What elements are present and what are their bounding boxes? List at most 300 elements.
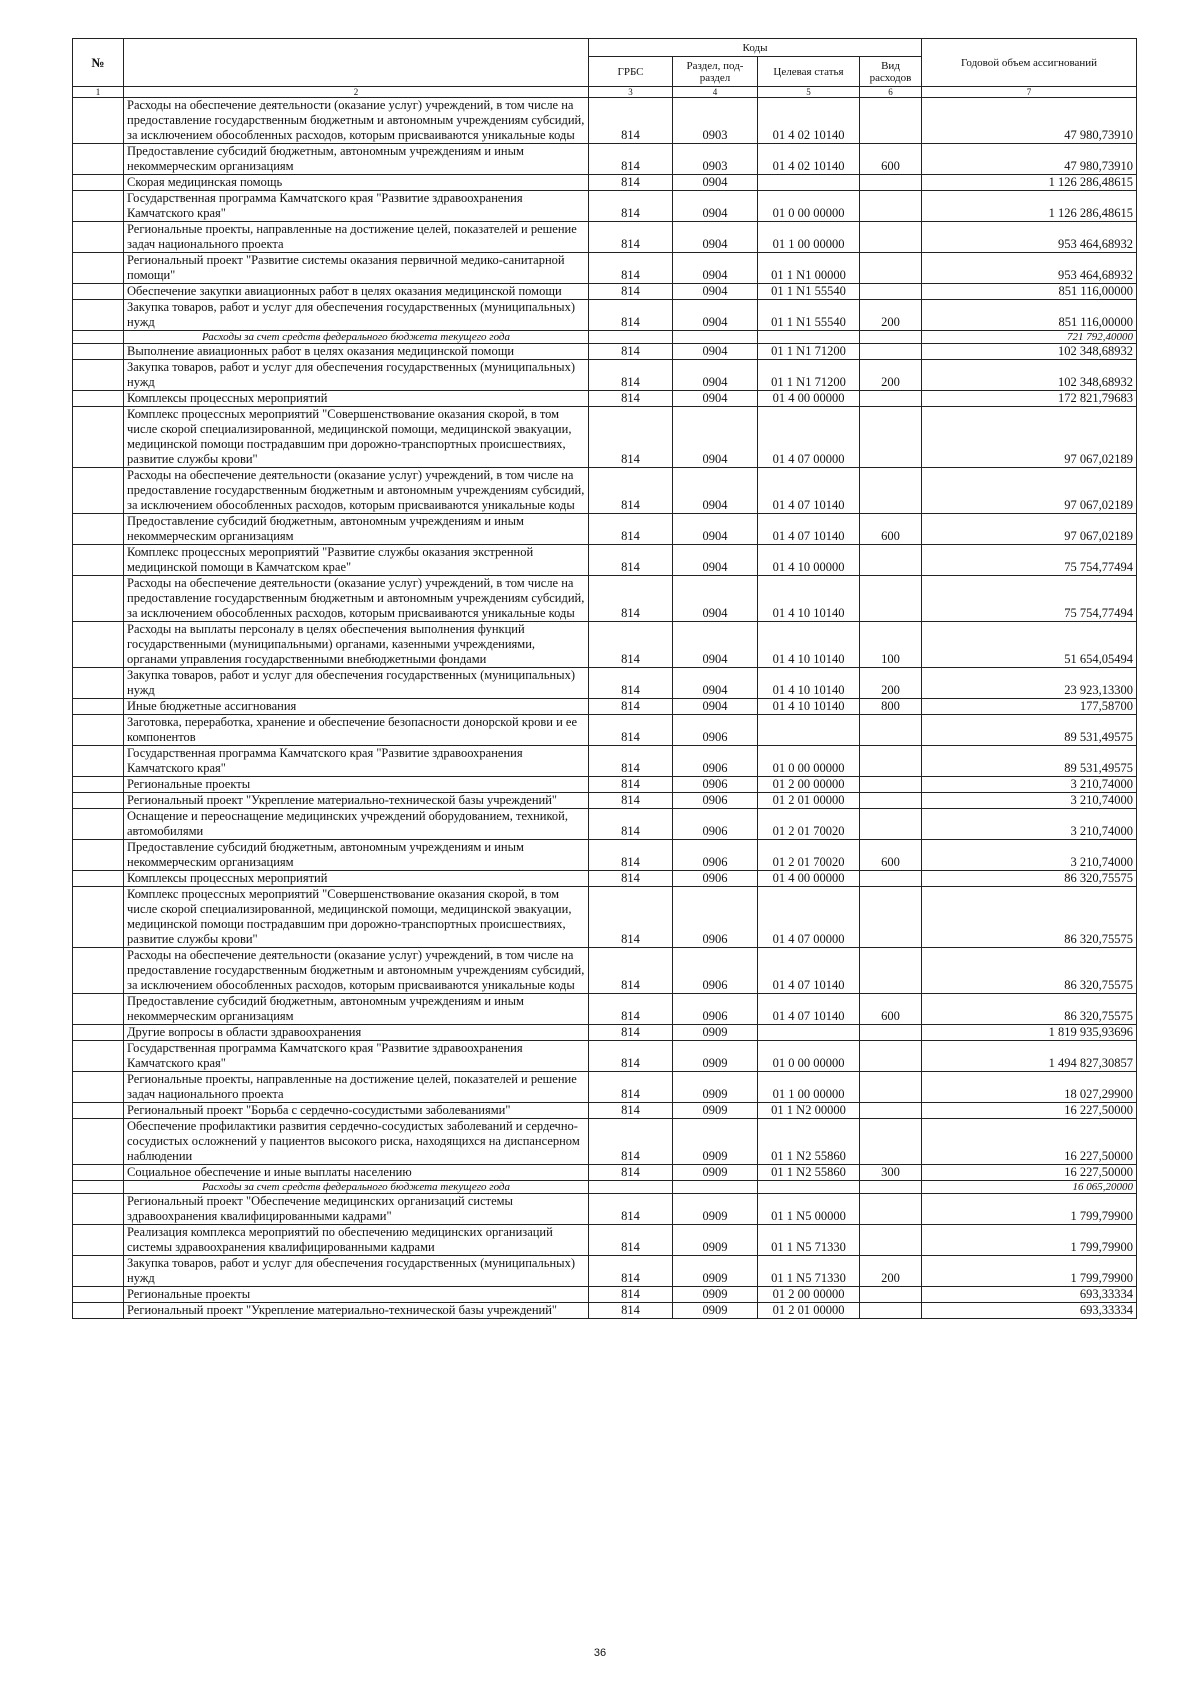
header-codes: Коды [589, 39, 922, 57]
cell-vid: 600 [860, 514, 922, 545]
cell-grbs: 814 [589, 1072, 673, 1103]
table-row [73, 407, 1137, 468]
cell-number [73, 1287, 124, 1303]
cell-number [73, 746, 124, 777]
cell-article: 01 4 07 10140 [758, 948, 860, 994]
cell-vid [860, 407, 922, 468]
cell-grbs: 814 [589, 391, 673, 407]
cell-article [758, 1181, 860, 1194]
cell-sum: 86 320,75575 [922, 994, 1137, 1025]
cell-article: 01 4 10 00000 [758, 545, 860, 576]
cell-sum: 86 320,75575 [922, 948, 1137, 994]
cell-number [73, 1225, 124, 1256]
cell-number [73, 191, 124, 222]
cell-vid [860, 391, 922, 407]
cell-vid [860, 545, 922, 576]
table-row [73, 840, 1137, 871]
table-row [73, 391, 1137, 407]
cell-section: 0903 [673, 144, 758, 175]
cell-section: 0909 [673, 1225, 758, 1256]
cell-sum: 16 227,50000 [922, 1119, 1137, 1165]
cell-number [73, 331, 124, 344]
table-row [73, 344, 1137, 360]
cell-grbs: 814 [589, 300, 673, 331]
table-row [73, 1194, 1137, 1225]
cell-sum: 97 067,02189 [922, 514, 1137, 545]
table-row [73, 1041, 1137, 1072]
cell-grbs: 814 [589, 668, 673, 699]
cell-sum: 16 065,20000 [922, 1181, 1137, 1194]
cell-name: Расходы на обеспечение деятельности (оказание услуг) учреждений, в том числе на предоставление государственным бюджетным и автономным учреждениям субсидий, за исключением обособленных расходов, которым присваиваются уникальные коды [124, 468, 589, 514]
cell-number [73, 1119, 124, 1165]
cell-sum: 18 027,29900 [922, 1072, 1137, 1103]
table-header [73, 39, 1137, 98]
cell-sum: 86 320,75575 [922, 887, 1137, 948]
cell-name: Закупка товаров, работ и услуг для обеспечения государственных (муниципальных) нужд [124, 360, 589, 391]
budget-document [72, 38, 1136, 1319]
cell-number [73, 871, 124, 887]
cell-name: Скорая медицинская помощь [124, 175, 589, 191]
cell-grbs: 814 [589, 809, 673, 840]
cell-name: Комплекс процессных мероприятий "Совершенствование оказания скорой, в том числе скорой специализированной, медицинской помощи, медицинской эвакуации, медицинской помощи пострадавшим при дорожно-транспортных происшествиях, развитие службы крови" [124, 407, 589, 468]
table-row [73, 746, 1137, 777]
cell-name: Региональный проект "Укрепление материально-технической базы учреждений" [124, 1303, 589, 1319]
cell-grbs [589, 331, 673, 344]
cell-article [758, 175, 860, 191]
cell-grbs: 814 [589, 1165, 673, 1181]
cell-sum: 1 126 286,48615 [922, 191, 1137, 222]
cell-article: 01 2 00 00000 [758, 777, 860, 793]
table-row [73, 777, 1137, 793]
cell-name: Комплексы процессных мероприятий [124, 391, 589, 407]
cell-name: Региональные проекты, направленные на достижение целей, показателей и решение задач национального проекта [124, 222, 589, 253]
cell-name: Региональные проекты, направленные на достижение целей, показателей и решение задач национального проекта [124, 1072, 589, 1103]
cell-grbs: 814 [589, 622, 673, 668]
federal-budget-row [73, 1181, 1137, 1194]
cell-article: 01 1 N5 71330 [758, 1256, 860, 1287]
cell-grbs: 814 [589, 715, 673, 746]
cell-grbs: 814 [589, 344, 673, 360]
cell-section: 0906 [673, 994, 758, 1025]
cell-number [73, 222, 124, 253]
cell-name: Расходы на обеспечение деятельности (оказание услуг) учреждений, в том числе на предоставление государственным бюджетным и автономным учреждениям субсидий, за исключением обособленных расходов, которым присваиваются уникальные коды [124, 948, 589, 994]
cell-section: 0904 [673, 468, 758, 514]
cell-grbs [589, 1181, 673, 1194]
cell-name: Региональные проекты [124, 777, 589, 793]
cell-vid [860, 1181, 922, 1194]
cell-number [73, 514, 124, 545]
header-index: 1 [73, 87, 124, 98]
cell-vid [860, 1303, 922, 1319]
cell-name: Региональный проект "Укрепление материально-технической базы учреждений" [124, 793, 589, 809]
cell-article: 01 1 N2 55860 [758, 1119, 860, 1165]
cell-vid [860, 222, 922, 253]
cell-grbs: 814 [589, 545, 673, 576]
cell-section: 0906 [673, 715, 758, 746]
table-row [73, 809, 1137, 840]
cell-section: 0904 [673, 545, 758, 576]
cell-vid [860, 948, 922, 994]
table-row [73, 1256, 1137, 1287]
cell-sum: 851 116,00000 [922, 300, 1137, 331]
header-index: 7 [922, 87, 1137, 98]
cell-number [73, 1303, 124, 1319]
cell-name: Расходы за счет средств федерального бюджета текущего года [124, 1181, 589, 1194]
table-row [73, 98, 1137, 144]
cell-article: 01 1 N1 55540 [758, 284, 860, 300]
cell-vid [860, 793, 922, 809]
cell-section: 0904 [673, 284, 758, 300]
cell-grbs: 814 [589, 468, 673, 514]
cell-number [73, 545, 124, 576]
cell-grbs: 814 [589, 994, 673, 1025]
cell-grbs: 814 [589, 777, 673, 793]
cell-sum: 1 799,79900 [922, 1256, 1137, 1287]
table-row [73, 284, 1137, 300]
cell-name: Расходы на выплаты персоналу в целях обеспечения выполнения функций государственными (муниципальными) органами, казенными учреждениями, органами управления государственными внебюджетными фондами [124, 622, 589, 668]
cell-article: 01 1 N1 00000 [758, 253, 860, 284]
table-row [73, 715, 1137, 746]
cell-section: 0906 [673, 777, 758, 793]
cell-sum: 1 494 827,30857 [922, 1041, 1137, 1072]
cell-sum: 693,33334 [922, 1303, 1137, 1319]
cell-sum: 1 799,79900 [922, 1225, 1137, 1256]
header-index-row [73, 87, 1137, 98]
cell-sum: 97 067,02189 [922, 407, 1137, 468]
cell-name: Закупка товаров, работ и услуг для обеспечения государственных (муниципальных) нужд [124, 300, 589, 331]
cell-vid: 600 [860, 144, 922, 175]
table-row [73, 793, 1137, 809]
cell-vid: 200 [860, 360, 922, 391]
cell-article: 01 1 N5 71330 [758, 1225, 860, 1256]
cell-number [73, 1025, 124, 1041]
cell-section: 0909 [673, 1194, 758, 1225]
header-index: 5 [758, 87, 860, 98]
cell-grbs: 814 [589, 191, 673, 222]
cell-sum: 16 227,50000 [922, 1165, 1137, 1181]
cell-section: 0909 [673, 1072, 758, 1103]
cell-sum: 177,58700 [922, 699, 1137, 715]
table-row [73, 1287, 1137, 1303]
cell-name: Предоставление субсидий бюджетным, автономным учреждениям и иным некоммерческим организациям [124, 514, 589, 545]
cell-article: 01 2 01 70020 [758, 809, 860, 840]
cell-vid: 200 [860, 668, 922, 699]
cell-grbs: 814 [589, 144, 673, 175]
header-index: 4 [673, 87, 758, 98]
cell-name: Предоставление субсидий бюджетным, автономным учреждениям и иным некоммерческим организациям [124, 840, 589, 871]
cell-section: 0906 [673, 871, 758, 887]
cell-section [673, 331, 758, 344]
cell-article: 01 4 00 00000 [758, 391, 860, 407]
cell-sum: 1 819 935,93696 [922, 1025, 1137, 1041]
cell-article: 01 1 00 00000 [758, 222, 860, 253]
cell-grbs: 814 [589, 175, 673, 191]
cell-article: 01 2 01 00000 [758, 1303, 860, 1319]
table-row [73, 222, 1137, 253]
cell-vid [860, 1103, 922, 1119]
table-row [73, 1103, 1137, 1119]
cell-section: 0904 [673, 407, 758, 468]
cell-article: 01 4 02 10140 [758, 144, 860, 175]
cell-number [73, 360, 124, 391]
cell-sum: 953 464,68932 [922, 253, 1137, 284]
header-vid: Вид расходов [860, 57, 922, 87]
cell-section: 0909 [673, 1025, 758, 1041]
cell-name: Другие вопросы в области здравоохранения [124, 1025, 589, 1041]
cell-sum: 721 792,40000 [922, 331, 1137, 344]
cell-grbs: 814 [589, 98, 673, 144]
table-row [73, 144, 1137, 175]
cell-vid [860, 1025, 922, 1041]
cell-number [73, 344, 124, 360]
cell-number [73, 622, 124, 668]
cell-grbs: 814 [589, 1025, 673, 1041]
table-row [73, 191, 1137, 222]
cell-number [73, 300, 124, 331]
cell-vid: 200 [860, 300, 922, 331]
table-row [73, 545, 1137, 576]
cell-article: 01 4 10 10140 [758, 668, 860, 699]
cell-article: 01 1 N5 00000 [758, 1194, 860, 1225]
cell-vid [860, 871, 922, 887]
cell-sum: 89 531,49575 [922, 715, 1137, 746]
table-row [73, 468, 1137, 514]
cell-name: Оснащение и переоснащение медицинских учреждений оборудованием, техникой, автомобилями [124, 809, 589, 840]
cell-sum: 75 754,77494 [922, 545, 1137, 576]
cell-section: 0904 [673, 699, 758, 715]
cell-article [758, 1025, 860, 1041]
cell-vid [860, 746, 922, 777]
cell-name: Выполнение авиационных работ в целях оказания медицинской помощи [124, 344, 589, 360]
cell-name: Государственная программа Камчатского края "Развитие здравоохранения Камчатского края" [124, 191, 589, 222]
table-row [73, 668, 1137, 699]
cell-sum: 3 210,74000 [922, 809, 1137, 840]
cell-name: Комплексы процессных мероприятий [124, 871, 589, 887]
cell-name: Обеспечение профилактики развития сердечно-сосудистых заболеваний и сердечно-сосудистых осложнений у пациентов высокого риска, находящихся на диспансерном наблюдении [124, 1119, 589, 1165]
cell-vid [860, 331, 922, 344]
cell-vid [860, 1194, 922, 1225]
cell-name: Предоставление субсидий бюджетным, автономным учреждениям и иным некоммерческим организациям [124, 144, 589, 175]
cell-name: Расходы на обеспечение деятельности (оказание услуг) учреждений, в том числе на предоставление государственным бюджетным и автономным учреждениям субсидий, за исключением обособленных расходов, которым присваиваются уникальные коды [124, 98, 589, 144]
cell-grbs: 814 [589, 1256, 673, 1287]
cell-number [73, 994, 124, 1025]
cell-number [73, 576, 124, 622]
cell-number [73, 948, 124, 994]
table-row [73, 948, 1137, 994]
cell-sum: 1 799,79900 [922, 1194, 1137, 1225]
cell-vid [860, 1287, 922, 1303]
cell-section: 0904 [673, 514, 758, 545]
cell-name: Предоставление субсидий бюджетным, автономным учреждениям и иным некоммерческим организациям [124, 994, 589, 1025]
cell-number [73, 407, 124, 468]
cell-number [73, 391, 124, 407]
cell-grbs: 814 [589, 360, 673, 391]
cell-grbs: 814 [589, 284, 673, 300]
cell-number [73, 699, 124, 715]
cell-section: 0904 [673, 391, 758, 407]
cell-sum: 51 654,05494 [922, 622, 1137, 668]
cell-vid [860, 809, 922, 840]
cell-sum: 172 821,79683 [922, 391, 1137, 407]
cell-vid: 300 [860, 1165, 922, 1181]
cell-sum: 47 980,73910 [922, 98, 1137, 144]
table-row [73, 175, 1137, 191]
cell-number [73, 809, 124, 840]
cell-section: 0906 [673, 948, 758, 994]
cell-number [73, 144, 124, 175]
header-article: Целевая статья [758, 57, 860, 87]
header-volume: Годовой объем ассигнований [922, 39, 1137, 87]
table-body [73, 98, 1137, 1319]
cell-sum: 86 320,75575 [922, 871, 1137, 887]
cell-section: 0904 [673, 175, 758, 191]
cell-name: Закупка товаров, работ и услуг для обеспечения государственных (муниципальных) нужд [124, 668, 589, 699]
cell-grbs: 814 [589, 871, 673, 887]
table-row [73, 1119, 1137, 1165]
cell-number [73, 468, 124, 514]
cell-grbs: 814 [589, 793, 673, 809]
cell-number [73, 175, 124, 191]
cell-section: 0903 [673, 98, 758, 144]
cell-section: 0909 [673, 1165, 758, 1181]
cell-number [73, 777, 124, 793]
cell-section: 0904 [673, 300, 758, 331]
cell-vid [860, 284, 922, 300]
cell-section: 0904 [673, 668, 758, 699]
cell-vid [860, 1041, 922, 1072]
cell-sum: 97 067,02189 [922, 468, 1137, 514]
cell-sum: 3 210,74000 [922, 793, 1137, 809]
cell-number [73, 668, 124, 699]
cell-sum: 953 464,68932 [922, 222, 1137, 253]
cell-vid [860, 253, 922, 284]
cell-article: 01 0 00 00000 [758, 191, 860, 222]
cell-vid: 800 [860, 699, 922, 715]
table-row [73, 576, 1137, 622]
cell-sum: 16 227,50000 [922, 1103, 1137, 1119]
table-row [73, 1225, 1137, 1256]
cell-article [758, 331, 860, 344]
cell-number [73, 284, 124, 300]
cell-number [73, 1256, 124, 1287]
table-row [73, 994, 1137, 1025]
cell-vid [860, 1225, 922, 1256]
cell-sum: 75 754,77494 [922, 576, 1137, 622]
cell-section: 0909 [673, 1103, 758, 1119]
cell-number [73, 1103, 124, 1119]
cell-section: 0909 [673, 1119, 758, 1165]
cell-vid: 600 [860, 840, 922, 871]
cell-vid: 200 [860, 1256, 922, 1287]
cell-name: Государственная программа Камчатского края "Развитие здравоохранения Камчатского края" [124, 1041, 589, 1072]
cell-name: Комплекс процессных мероприятий "Развитие службы оказания экстренной медицинской помощи в Камчатском крае" [124, 545, 589, 576]
cell-section: 0904 [673, 253, 758, 284]
cell-sum: 102 348,68932 [922, 344, 1137, 360]
cell-grbs: 814 [589, 746, 673, 777]
cell-article: 01 0 00 00000 [758, 746, 860, 777]
cell-number [73, 1194, 124, 1225]
table-row [73, 300, 1137, 331]
cell-grbs: 814 [589, 1103, 673, 1119]
header-grbs: ГРБС [589, 57, 673, 87]
cell-vid [860, 887, 922, 948]
cell-grbs: 814 [589, 887, 673, 948]
cell-vid: 600 [860, 994, 922, 1025]
cell-vid [860, 777, 922, 793]
cell-section: 0906 [673, 809, 758, 840]
cell-section: 0904 [673, 191, 758, 222]
cell-vid [860, 344, 922, 360]
cell-sum: 1 126 286,48615 [922, 175, 1137, 191]
table-row [73, 1072, 1137, 1103]
cell-section: 0906 [673, 793, 758, 809]
cell-article: 01 4 00 00000 [758, 871, 860, 887]
cell-section: 0904 [673, 360, 758, 391]
cell-sum: 89 531,49575 [922, 746, 1137, 777]
table-row [73, 253, 1137, 284]
cell-sum: 3 210,74000 [922, 777, 1137, 793]
cell-article: 01 1 00 00000 [758, 1072, 860, 1103]
budget-table [72, 38, 1137, 1319]
cell-vid [860, 98, 922, 144]
cell-grbs: 814 [589, 1194, 673, 1225]
cell-grbs: 814 [589, 699, 673, 715]
cell-section: 0904 [673, 344, 758, 360]
cell-grbs: 814 [589, 1119, 673, 1165]
cell-article [758, 715, 860, 746]
cell-article: 01 1 N2 55860 [758, 1165, 860, 1181]
cell-number [73, 840, 124, 871]
federal-budget-row [73, 331, 1137, 344]
header-index: 3 [589, 87, 673, 98]
cell-article: 01 2 01 00000 [758, 793, 860, 809]
table-row [73, 699, 1137, 715]
table-row [73, 1303, 1137, 1319]
cell-name: Региональный проект "Обеспечение медицинских организаций системы здравоохранения квалифицированными кадрами" [124, 1194, 589, 1225]
cell-section: 0909 [673, 1303, 758, 1319]
cell-section: 0909 [673, 1256, 758, 1287]
cell-vid [860, 1072, 922, 1103]
cell-section: 0909 [673, 1041, 758, 1072]
cell-name: Закупка товаров, работ и услуг для обеспечения государственных (муниципальных) нужд [124, 1256, 589, 1287]
cell-article: 01 4 10 10140 [758, 576, 860, 622]
cell-sum: 851 116,00000 [922, 284, 1137, 300]
cell-section: 0909 [673, 1287, 758, 1303]
cell-name: Обеспечение закупки авиационных работ в целях оказания медицинской помощи [124, 284, 589, 300]
cell-article: 01 4 10 10140 [758, 699, 860, 715]
cell-vid [860, 468, 922, 514]
cell-vid: 100 [860, 622, 922, 668]
cell-article: 01 1 N2 00000 [758, 1103, 860, 1119]
table-row [73, 871, 1137, 887]
cell-article: 01 0 00 00000 [758, 1041, 860, 1072]
table-row [73, 622, 1137, 668]
header-index: 6 [860, 87, 922, 98]
cell-number [73, 1072, 124, 1103]
cell-name: Региональные проекты [124, 1287, 589, 1303]
cell-article: 01 1 N1 71200 [758, 360, 860, 391]
cell-article: 01 4 07 00000 [758, 887, 860, 948]
cell-number [73, 887, 124, 948]
cell-vid [860, 191, 922, 222]
cell-article: 01 4 07 00000 [758, 407, 860, 468]
cell-section: 0904 [673, 222, 758, 253]
cell-number [73, 1181, 124, 1194]
cell-grbs: 814 [589, 222, 673, 253]
cell-sum: 3 210,74000 [922, 840, 1137, 871]
cell-number [73, 715, 124, 746]
cell-grbs: 814 [589, 576, 673, 622]
